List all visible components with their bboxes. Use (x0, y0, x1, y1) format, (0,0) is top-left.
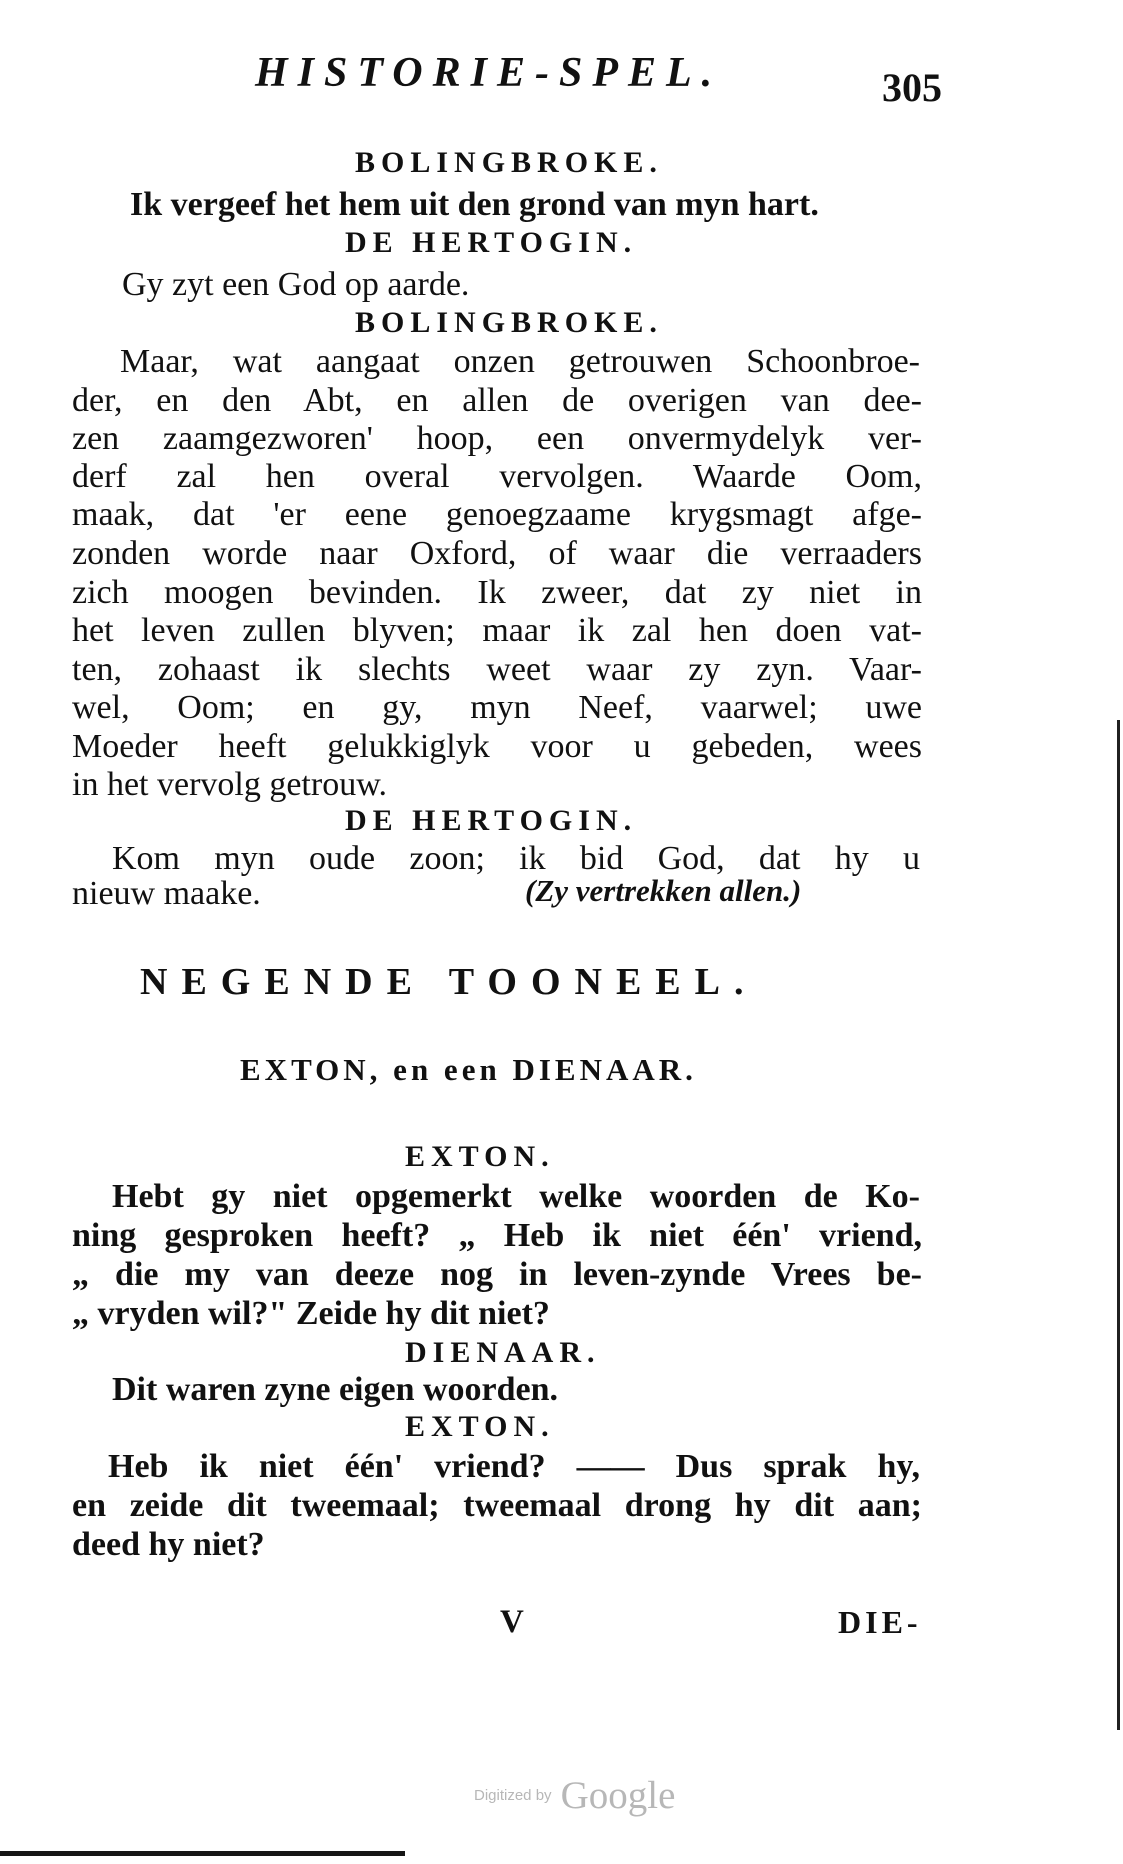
dialogue-line: der, en den Abt, en allen de overigen van dee- (72, 382, 922, 419)
dialogue-line: het leven zullen blyven; maar ik zal hen doen vat- (72, 612, 922, 649)
speaker-name: DE HERTOGIN. (345, 804, 638, 837)
dialogue-line: Maar, wat aangaat onzen getrouwen Schoonbroe- (120, 343, 920, 380)
dialogue-line: Kom myn oude zoon; ik bid God, dat hy u (112, 840, 920, 877)
catchword: DIE- (838, 1604, 922, 1640)
dialogue-line: ning gesproken heeft? „ Heb ik niet één' vriend, (72, 1217, 922, 1254)
scan-bottom-bar (0, 1851, 405, 1856)
dialogue-line: „ die my van deeze nog in leven-zynde Vrees be- (72, 1256, 922, 1293)
dialogue-line: Moeder heeft gelukkiglyk voor u gebeden, wees (72, 728, 922, 765)
dialogue-line: Hebt gy niet opgemerkt welke woorden de Ko- (112, 1178, 920, 1215)
dialogue-line: zen zaamgezworen' hoop, een onvermydelyk ver- (72, 420, 922, 457)
dialogue-line: deed hy niet? (72, 1526, 265, 1563)
dialogue-line: en zeide dit tweemaal; tweemaal drong hy dit aan; (72, 1487, 922, 1524)
dialogue-line: ten, zohaast ik slechts weet waar zy zyn. Vaar- (72, 651, 922, 688)
speaker-name: BOLINGBROKE. (355, 306, 663, 339)
dialogue-line: zich moogen bevinden. Ik zweer, dat zy niet in (72, 574, 922, 611)
dialogue-line: zonden worde naar Oxford, of waar die verraaders (72, 535, 922, 572)
speaker-name: DIENAAR. (405, 1336, 601, 1369)
page-number: 305 (882, 65, 942, 110)
dialogue-line: in het vervolg getrouw. (72, 766, 388, 803)
watermark-brand: Google (560, 1774, 676, 1817)
signature-mark: V (500, 1604, 524, 1640)
dialogue-line: wel, Oom; en gy, myn Neef, vaarwel; uwe (72, 689, 922, 726)
speaker-name: EXTON. (405, 1140, 555, 1173)
digitization-watermark (474, 1776, 675, 1815)
speaker-name: BOLINGBROKE. (355, 146, 663, 179)
dialogue-line: Heb ik niet één' vriend? —— Dus sprak hy, (108, 1448, 920, 1485)
dialogue-line: maak, dat 'er eene genoegzaame krygsmagt afge- (72, 496, 922, 533)
scene-heading: NEGENDE TOONEEL. (140, 961, 758, 1003)
speaker-name: DE HERTOGIN. (345, 226, 638, 259)
page-edge-shadow (1117, 720, 1120, 1730)
running-header: HISTORIE-SPEL. (255, 50, 723, 96)
dialogue-line: nieuw maake. (72, 875, 261, 912)
dialogue-line: „ vryden wil?" Zeide hy dit niet? (72, 1295, 550, 1332)
scene-characters: EXTON, en een DIENAAR. (240, 1052, 697, 1087)
watermark-prefix: Digitized by (474, 1787, 552, 1804)
dialogue-line: Dit waren zyne eigen woorden. (112, 1371, 559, 1408)
dialogue-line: derf zal hen overal vervolgen. Waarde Oom, (72, 458, 922, 495)
dialogue-line: Ik vergeef het hem uit den grond van myn hart. (130, 186, 819, 223)
speaker-name: EXTON. (405, 1410, 555, 1443)
dialogue-line: Gy zyt een God op aarde. (122, 266, 470, 303)
stage-direction: (Zy vertrekken allen.) (525, 873, 802, 908)
